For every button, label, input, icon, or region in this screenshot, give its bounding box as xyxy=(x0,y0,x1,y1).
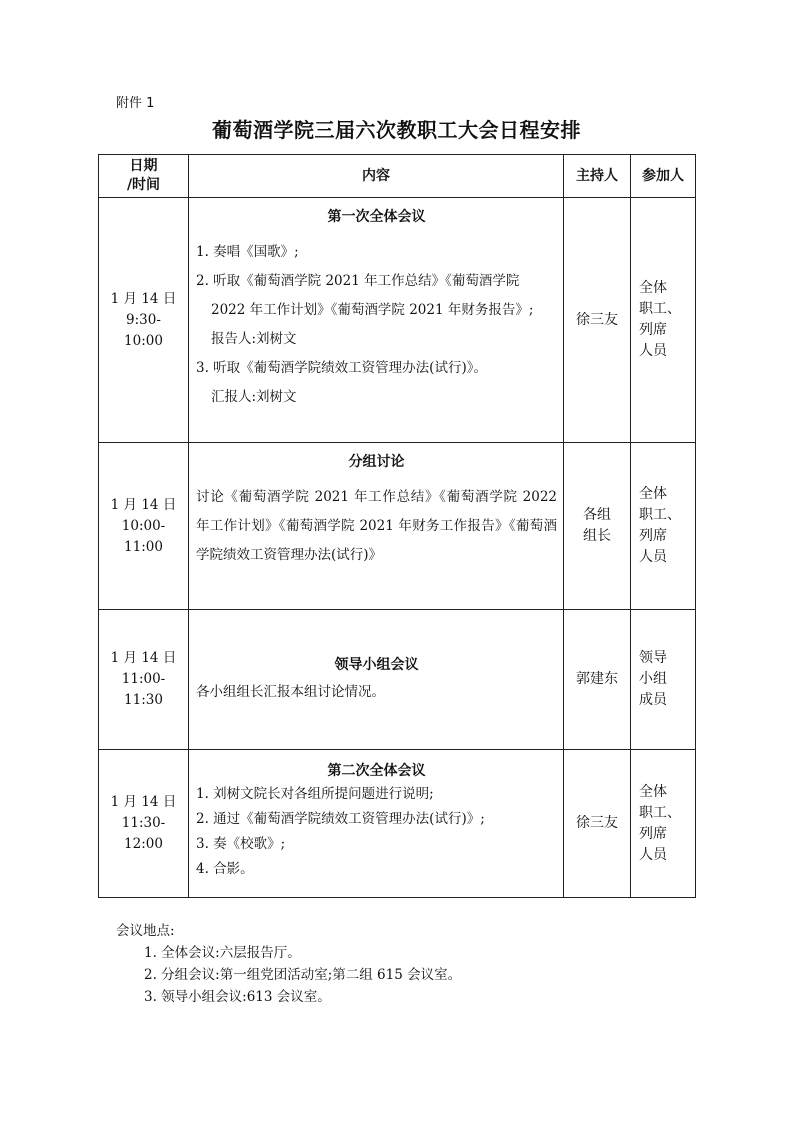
table-row xyxy=(99,750,696,898)
row-date-text: 1 月 14 日 10:00- 11:00 xyxy=(110,496,177,555)
agenda-item: 各小组组长汇报本组讨论情况。 xyxy=(196,684,385,700)
row-participants xyxy=(631,443,696,610)
header-date xyxy=(99,155,189,198)
location-item: 2. 分组会议:第一组党团活动室;第二组 615 会议室。 xyxy=(144,967,462,983)
agenda-item: 讨论《葡萄酒学院 2021 年工作总结》《葡萄酒学院 2022 年工作计划》《葡萄酒学院 2021 年财务工作报告》《葡萄酒学院绩效工资管理办法(试行)》 xyxy=(196,489,557,563)
row-participants-text: 全体 职工、 列席 人员 xyxy=(639,280,681,359)
row-participants xyxy=(631,610,696,750)
row-content xyxy=(189,750,564,898)
table-row xyxy=(99,443,696,610)
notes-heading: 会议地点: xyxy=(116,923,175,939)
row-participants-text: 领导 小组 成员 xyxy=(639,650,667,708)
agenda-item: 2022 年工作计划》《葡萄酒学院 2021 年财务报告》; xyxy=(211,302,534,318)
row-participants-text: 全体 职工、 列席 人员 xyxy=(639,486,681,565)
section-title: 分组讨论 xyxy=(348,454,405,470)
header-content: 内容 xyxy=(189,155,564,198)
table-row xyxy=(99,198,696,443)
row-date-text: 1 月 14 日 9:30- 10:00 xyxy=(110,290,177,349)
section-title: 领导小组会议 xyxy=(334,657,419,673)
table-row xyxy=(99,610,696,750)
row-participants-text: 全体 职工、 列席 人员 xyxy=(639,783,681,863)
location-item: 1. 全体会议:六层报告厅。 xyxy=(144,945,301,961)
row-date-text: 1 月 14 日 11:00- 11:30 xyxy=(110,650,177,708)
row-content xyxy=(189,198,564,443)
row-date xyxy=(99,610,189,750)
agenda-item: 2. 通过《葡萄酒学院绩效工资管理办法(试行)》; xyxy=(196,811,485,827)
header-date-line2: /时间 xyxy=(126,177,161,193)
row-host: 郭建东 xyxy=(564,610,631,750)
row-host: 徐三友 xyxy=(564,750,631,898)
row-date xyxy=(99,443,189,610)
row-participants xyxy=(631,198,696,443)
row-host xyxy=(564,443,631,610)
agenda-item: 4. 合影。 xyxy=(196,861,254,877)
location-item: 3. 领导小组会议:613 会议室。 xyxy=(144,989,331,1005)
agenda-item: 报告人:刘树文 xyxy=(211,331,297,347)
table-header-row xyxy=(99,155,696,198)
agenda-item: 1. 刘树文院长对各组所提问题进行说明; xyxy=(196,786,434,802)
header-date-line1: 日期 xyxy=(129,158,158,174)
schedule-table xyxy=(98,154,696,898)
row-date-text: 1 月 14 日 11:30- 12:00 xyxy=(110,794,177,852)
attachment-label: 附件 1 xyxy=(116,96,155,111)
row-date xyxy=(99,198,189,443)
row-participants xyxy=(631,750,696,898)
agenda-item: 1. 奏唱《国歌》; xyxy=(196,244,299,260)
document-title: 葡萄酒学院三届六次教职工大会日程安排 xyxy=(212,118,581,142)
agenda-item: 汇报人:刘树文 xyxy=(211,389,297,405)
agenda-item: 2. 听取《葡萄酒学院 2021 年工作总结》《葡萄酒学院 xyxy=(196,273,520,289)
section-title: 第一次全体会议 xyxy=(327,209,426,225)
row-content xyxy=(189,443,564,610)
row-host: 徐三友 xyxy=(564,198,631,443)
row-content xyxy=(189,610,564,750)
header-participants: 参加人 xyxy=(631,155,696,198)
section-title: 第二次全体会议 xyxy=(327,763,426,779)
header-host: 主持人 xyxy=(564,155,631,198)
row-date xyxy=(99,750,189,898)
meeting-locations xyxy=(116,920,461,1008)
row-host-text: 各组 组长 xyxy=(583,507,611,544)
agenda-item: 3. 奏《校歌》; xyxy=(196,836,286,852)
agenda-item: 3. 听取《葡萄酒学院绩效工资管理办法(试行)》。 xyxy=(196,360,487,376)
